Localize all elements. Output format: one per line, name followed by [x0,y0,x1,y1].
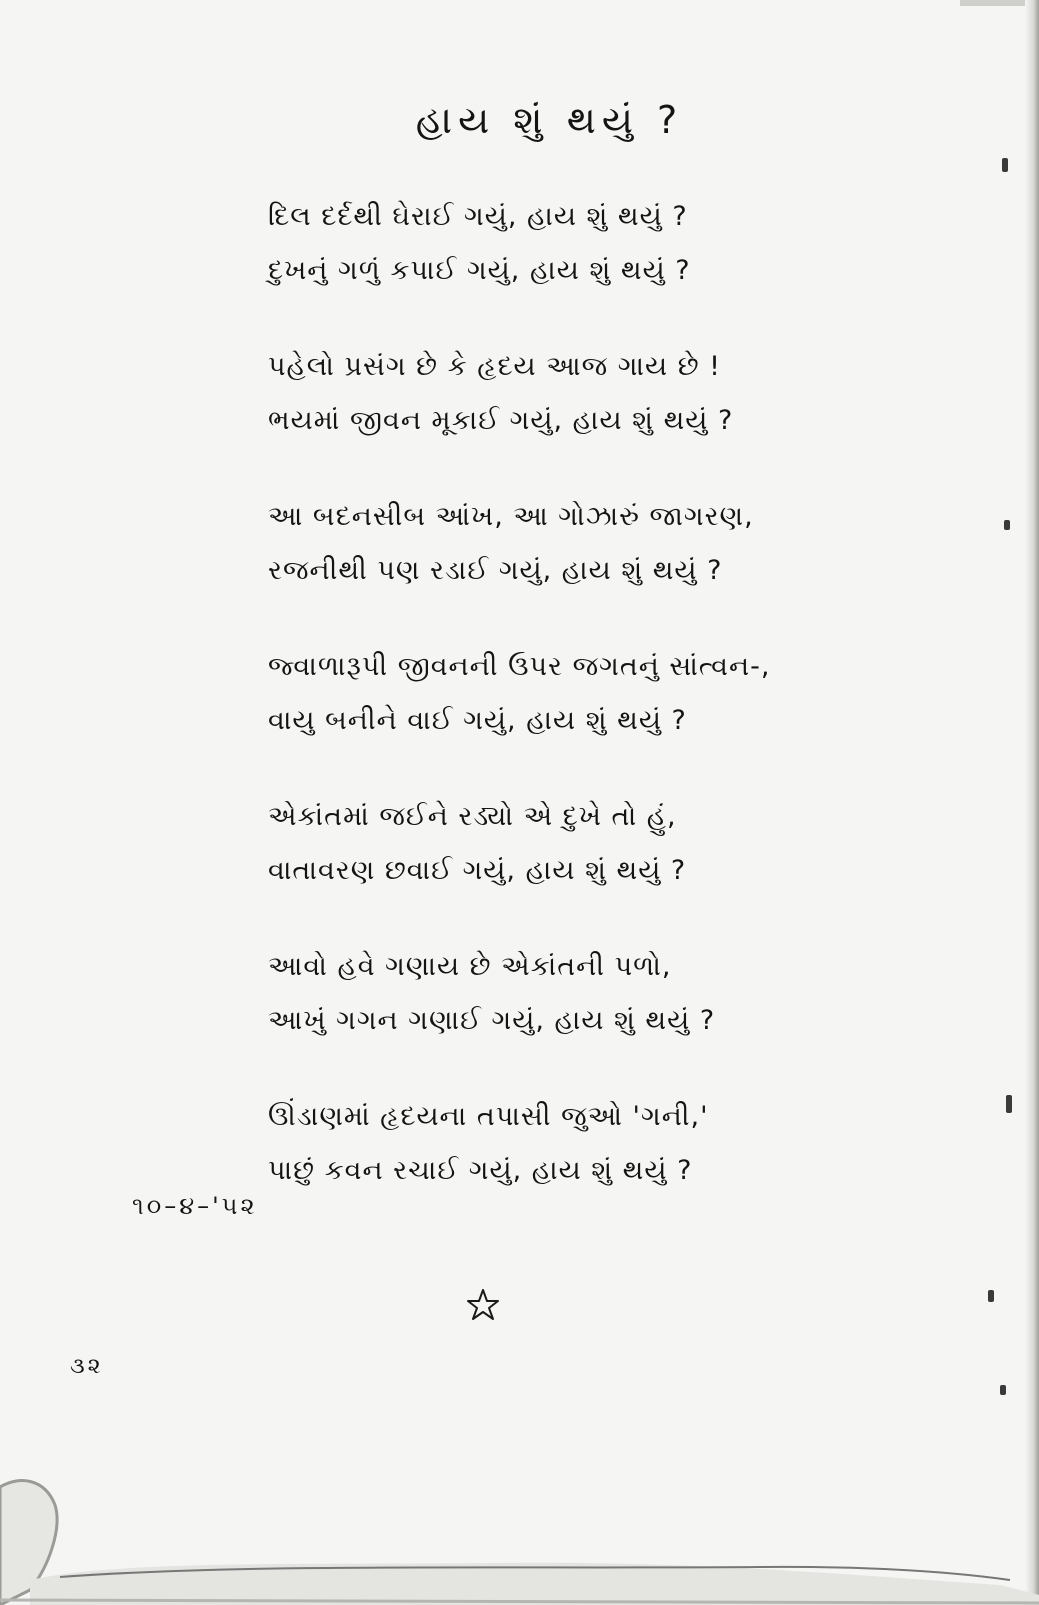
stanza [268,490,768,598]
edge-speck [1004,520,1010,530]
poem-line: ઊંડાણમાં હૃદયના તપાસી જુઓ 'ગની,' [268,1101,709,1132]
poem-line: આ બદનસીબ આંખ, આ ગોઝારું જાગરણ, [268,501,754,532]
poem-line: રજનીથી પણ રડાઈ ગયું, હાય શું થયું ? [268,555,723,586]
edge-speck [1002,158,1008,172]
poem-line: પાછું કવન રચાઈ ગયું, હાય શું થયું ? [268,1155,693,1186]
stanza [268,940,768,1048]
stanza [268,340,768,448]
poem-line: ભયમાં જીવન મૂકાઈ ગયું, હાય શું થયું ? [268,405,734,436]
edge-speck [1000,1385,1006,1395]
poem-line: જ્વાળારૂપી જીવનની ઉપર જગતનું સાંત્વન-, [268,651,771,682]
stanza [268,1090,768,1198]
page-bottom-smudge [0,1465,1039,1605]
edge-speck [988,1290,994,1302]
poem-line: વાયુ બનીને વાઈ ગયું, હાય શું થયું ? [268,705,687,736]
stanza [268,790,768,898]
poem-line: વાતાવરણ છવાઈ ગયું, હાય શું થયું ? [268,855,687,886]
poem-line: આખું ગગન ગણાઈ ગયું, હાય શું થયું ? [268,1005,716,1036]
star-icon [466,1288,500,1322]
poem-date: ૧૦–૪–'૫૨ [132,1192,258,1220]
page-right-edge [1025,0,1039,1605]
stanza [268,190,768,298]
poem-line: પહેલો પ્રસંગ છે કે હૃદય આજ ગાય છે ! [268,351,721,382]
poem-body [268,190,771,1240]
poem-line: દુખનું ગળું કપાઈ ગયું, હાય શું થયું ? [268,255,691,286]
poem-line: એકાંતમાં જઈને રડ્યો એ દુખે તો હું, [268,801,677,832]
poem-title: હાય શું થયું ? [415,98,684,142]
edge-speck [1006,1095,1012,1113]
stanza [268,640,771,748]
poem-line: દિલ દર્દથી ઘેરાઈ ગયું, હાય શું થયું ? [268,201,688,232]
poem-line: આવો હવે ગણાય છે એકાંતની પળો, [268,951,672,982]
page-number: ૩૨ [70,1354,104,1379]
